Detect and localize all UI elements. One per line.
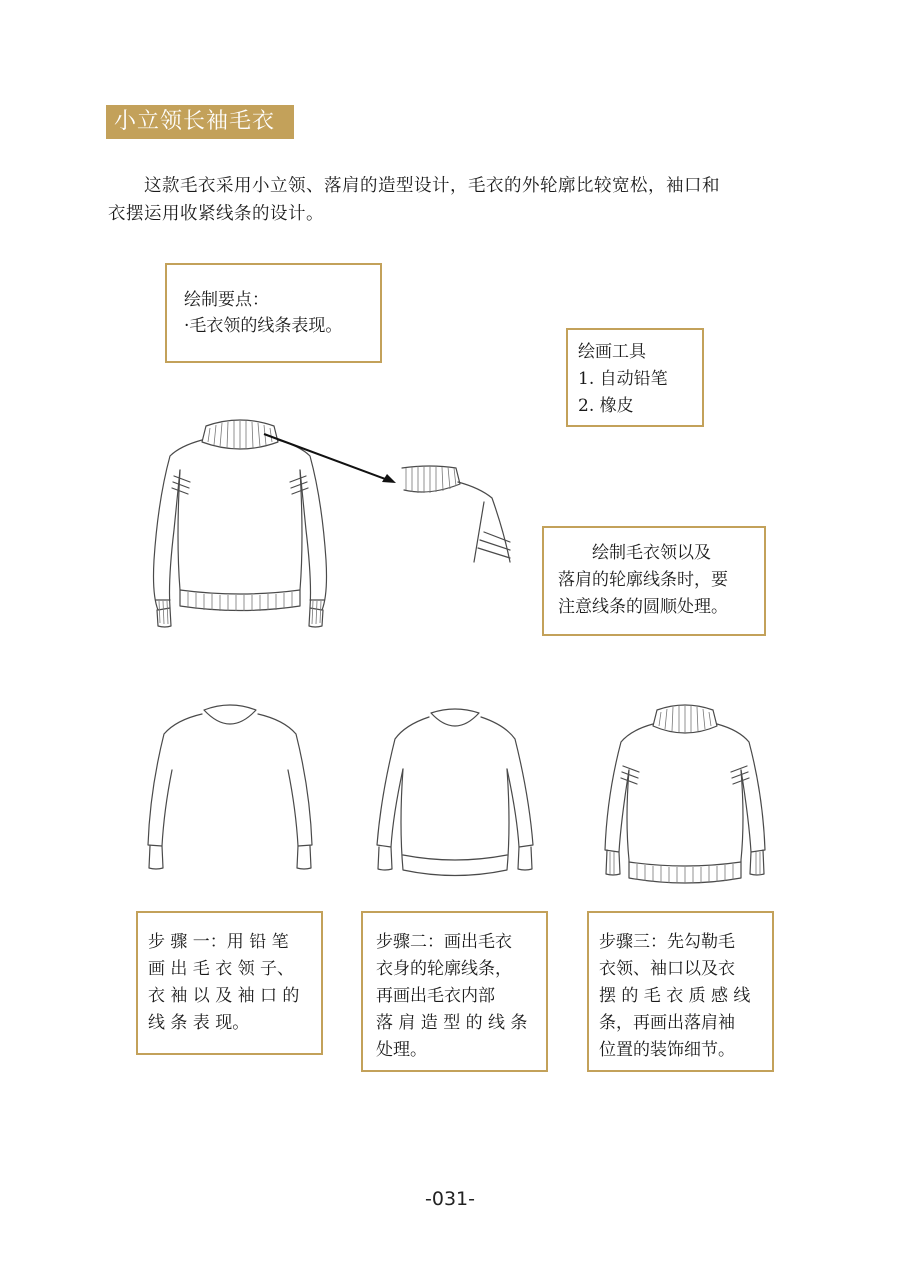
step1-line: 衣 袖 以 及 袖 口 的: [148, 986, 300, 1006]
step2-illustration: [365, 705, 545, 890]
tools-heading: 绘画工具: [578, 342, 646, 362]
tip-line-3: 注意线条的圆顺处理。: [558, 597, 728, 617]
step1-line: 步 骤 一：用 铅 笔: [148, 932, 289, 952]
drawing-points-box: [165, 263, 382, 363]
step1-line: 画 出 毛 衣 领 子、: [148, 959, 295, 979]
tip-line-1: 绘制毛衣领以及: [592, 543, 711, 563]
tools-item: 1. 自动铅笔: [578, 369, 668, 389]
step3-illustration: [595, 700, 775, 895]
section-title: 小立领长袖毛衣: [106, 105, 294, 139]
step3-line: 衣领、袖口以及衣: [599, 959, 735, 979]
step2-line: 落 肩 造 型 的 线 条: [376, 1013, 528, 1033]
intro-paragraph: [108, 172, 808, 228]
step2-line: 再画出毛衣内部: [376, 986, 495, 1006]
step2-line: 衣身的轮廓线条，: [376, 959, 512, 979]
step1-box: [136, 911, 323, 1055]
page-number: -031-: [425, 1188, 475, 1210]
intro-line-1: 这款毛衣采用小立领、落肩的造型设计，毛衣的外轮廓比较宽松，袖口和: [144, 176, 720, 196]
step1-line: 线 条 表 现。: [148, 1013, 250, 1033]
step1-illustration: [140, 700, 320, 875]
tools-box: [566, 328, 704, 427]
step3-line: 摆 的 毛 衣 质 感 线: [599, 986, 751, 1006]
tip-box: [542, 526, 766, 636]
tools-item: 2. 橡皮: [578, 396, 634, 416]
drawing-points-heading: 绘制要点：: [184, 290, 269, 310]
intro-line-2: 衣摆运用收紧线条的设计。: [108, 204, 324, 224]
collar-detail-illustration: [400, 462, 515, 562]
step2-box: [361, 911, 548, 1072]
step3-box: [587, 911, 774, 1072]
tip-line-2: 落肩的轮廓线条时，要: [558, 570, 728, 590]
step2-line: 处理。: [376, 1040, 427, 1060]
step2-line: 步骤二：画出毛衣: [376, 932, 512, 952]
arrow-icon: [260, 430, 400, 490]
drawing-points-item: ·毛衣领的线条表现。: [184, 316, 343, 336]
step3-line: 位置的装饰细节。: [599, 1040, 735, 1060]
step3-line: 条，再画出落肩袖: [599, 1013, 735, 1033]
step3-line: 步骤三：先勾勒毛: [599, 932, 735, 952]
